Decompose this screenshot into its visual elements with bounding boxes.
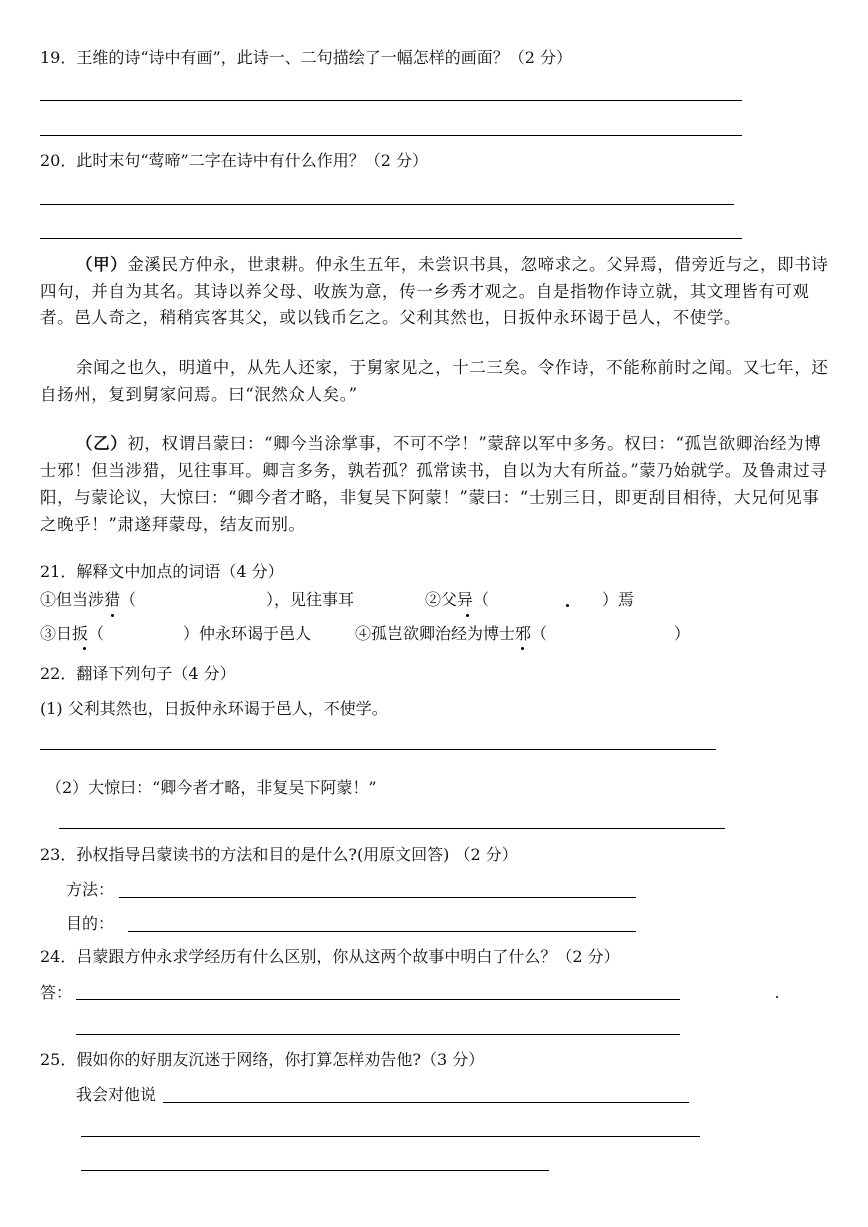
q21-item-2-b: ）焉 bbox=[602, 590, 635, 609]
q21-item-1-a: ①但当涉猎（ bbox=[40, 590, 137, 609]
emphasis-dot bbox=[521, 647, 524, 650]
q21-item-3-a: ③日扳（ bbox=[40, 624, 105, 643]
emphasis-dot bbox=[111, 614, 114, 617]
passage-yi-text: 初，权谓吕蒙曰：“卿今当涂掌事，不可不学！”蒙辞以军中多务。权曰：“孤岂欲卿治经为博士邪！但当涉猎，见往事耳。卿言多务，孰若孤？孤常读书，自以为大有所益。”蒙乃始就学。及鲁肃过寻阳，与蒙论议，大惊曰：“卿今者才略，非复吴下阿蒙！”蒙曰：“士别三日，即更刮目相待，大兄何见事之晚乎！”肃遂拜蒙母，结友而别。 bbox=[40, 434, 828, 534]
passage-yi-paragraph bbox=[40, 430, 830, 538]
method-answer-line[interactable] bbox=[119, 897, 636, 898]
question-25: 25．假如你的好朋友沉迷于网络，你打算怎样劝告他?（3 分） bbox=[40, 1050, 485, 1069]
question-20: 20．此时末句“莺啼”二字在诗中有什么作用？（2 分） bbox=[40, 151, 428, 170]
answer-line[interactable] bbox=[59, 828, 725, 829]
answer-line[interactable] bbox=[81, 1170, 549, 1171]
q21-item-4-a: ④孤岂欲卿治经为博士邪（ bbox=[355, 624, 548, 643]
answer-line[interactable] bbox=[81, 1136, 700, 1137]
answer-line[interactable] bbox=[40, 100, 742, 101]
answer-line[interactable] bbox=[76, 999, 680, 1000]
q24-answer-label: 答： bbox=[40, 983, 73, 1002]
question-19: 19．王维的诗“诗中有画”，此诗一、二句描绘了一幅怎样的画面？（2 分） bbox=[40, 48, 572, 67]
answer-line[interactable] bbox=[76, 1034, 680, 1035]
answer-line[interactable] bbox=[40, 135, 742, 136]
passage-jia-paragraph-1 bbox=[40, 252, 830, 332]
q22-sentence-1: (1) 父利其然也，日扳仲永环谒于邑人，不使学。 bbox=[40, 699, 388, 718]
stray-mark bbox=[776, 996, 778, 998]
answer-line[interactable] bbox=[40, 238, 742, 239]
answer-line[interactable] bbox=[40, 749, 716, 750]
passage-yi-tag: （乙） bbox=[76, 434, 128, 453]
emphasis-dot bbox=[466, 614, 469, 617]
q25-lead-text: 我会对他说 bbox=[76, 1085, 157, 1104]
question-22: 22．翻译下列句子（4 分） bbox=[40, 664, 236, 683]
q21-item-3-b: ）仲永环谒于邑人 bbox=[183, 624, 312, 643]
q21-item-2-a: ②父异（ bbox=[425, 590, 490, 609]
purpose-answer-line[interactable] bbox=[128, 931, 636, 932]
q21-item-4-b: ） bbox=[674, 624, 691, 643]
passage-jia-tag: （甲） bbox=[76, 255, 128, 274]
emphasis-dot bbox=[566, 604, 569, 607]
question-23: 23．孙权指导吕蒙读书的方法和目的是什么?(用原文回答) （2 分） bbox=[40, 845, 518, 864]
q21-item-1-b: ），见往事耳 bbox=[266, 590, 355, 609]
passage-jia-text-1: 金溪民方仲永，世隶耕。仲永生五年，未尝识书具，忽啼求之。父异焉，借旁近与之，即书诗四句，并自为其名。其诗以养父母、收族为意，传一乡秀才观之。自是指物作诗立就，其文理皆有可观者。邑人奇之，稍稍宾客其父，或以钱币乞之。父利其然也，日扳仲永环谒于邑人，不使学。 bbox=[40, 255, 829, 327]
passage-jia-paragraph-2: 余闻之也久，明道中，从先人还家，于舅家见之，十二三矣。令作诗，不能称前时之闻。又七年，还自扬州，复到舅家问焉。曰“泯然众人矣。” bbox=[40, 358, 829, 404]
q22-sentence-2: （2）大惊曰：“卿今者才略，非复吴下阿蒙！” bbox=[46, 778, 377, 797]
q23-method-label: 方法： bbox=[66, 880, 115, 899]
answer-line[interactable] bbox=[40, 204, 734, 205]
q23-purpose-label: 目的： bbox=[66, 914, 115, 933]
question-24: 24．吕蒙跟方仲永求学经历有什么区别，你从这两个故事中明白了什么？（2 分） bbox=[40, 947, 620, 966]
answer-line[interactable] bbox=[163, 1102, 689, 1103]
emphasis-dot bbox=[83, 647, 86, 650]
question-21: 21．解释文中加点的词语（4 分） bbox=[40, 562, 284, 581]
